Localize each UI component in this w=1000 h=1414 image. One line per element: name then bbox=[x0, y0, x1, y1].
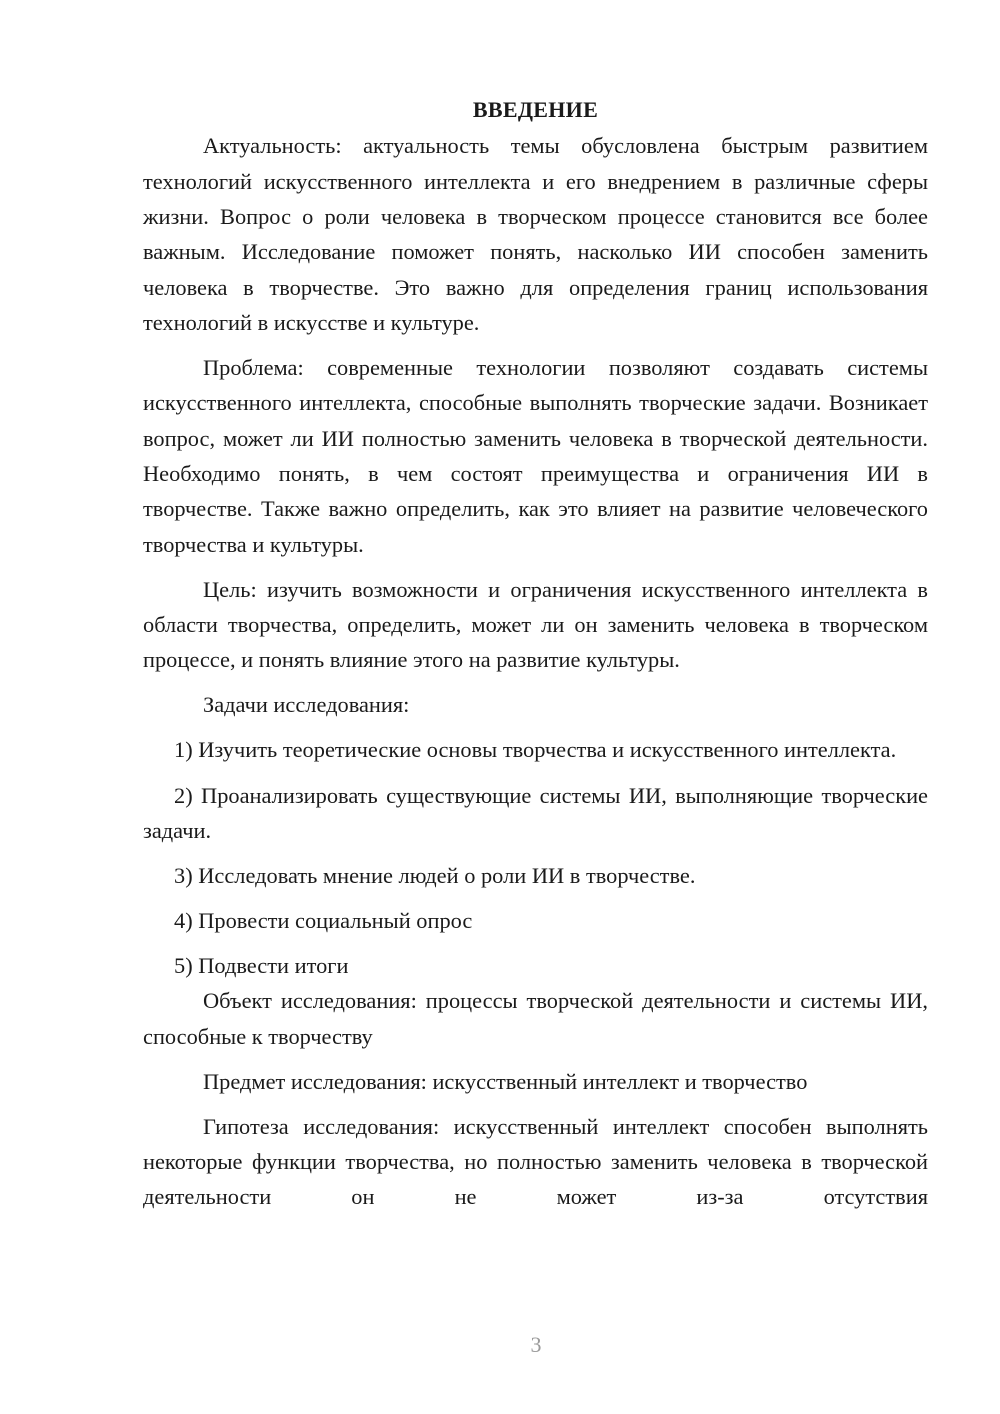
paragraph-problem: Проблема: современные технологии позволяют создавать системы искусственного интеллекта, способные выполнять творческие задачи. Возникает вопрос, может ли ИИ полностью заменить человека в творческой деятельности. Необходимо понять, в чем состоят преимущества и ограничения ИИ в творчестве. Также важно определить, как это влияет на развитие человеческого творчества и культуры. bbox=[143, 355, 928, 557]
paragraph-goal: Цель: изучить возможности и ограничения искусственного интеллекта в области творчества, определить, может ли он заменить человека в творческом процессе, и понять влияние этого на развитие культуры. bbox=[143, 576, 928, 673]
paragraph-object: Объект исследования: процессы творческой деятельности и системы ИИ, способные к творчеству bbox=[143, 988, 928, 1049]
paragraph-relevance: Актуальность: актуальность темы обусловлена быстрым развитием технологий искусственного интеллекта и его внедрением в различные сферы жизни. Вопрос о роли человека в творческом процессе становится все более важным. Исследование поможет понять, насколько ИИ способен заменить человека в творчестве. Это важно для определения границ использования технологий в искусстве и культуре. bbox=[143, 133, 928, 335]
paragraph-hypothesis: Гипотеза исследования: искусственный интеллект способен выполнять некоторые функции творчества, но полностью заменить человека в творческой деятельности он не может из-за отсутствия bbox=[143, 1113, 928, 1210]
paragraph-subject: Предмет исследования: искусственный интеллект и творчество bbox=[203, 1068, 808, 1094]
page-content bbox=[143, 92, 928, 1225]
section-heading: ВВЕДЕНИЕ bbox=[472, 97, 599, 122]
tasks-title: Задачи исследования: bbox=[203, 692, 410, 718]
task-item: 4) Провести социальный опрос bbox=[174, 908, 473, 933]
task-item: 3) Исследовать мнение людей о роли ИИ в творчестве. bbox=[174, 862, 696, 888]
task-item: 5) Подвести итоги bbox=[174, 953, 349, 979]
page-number: 3 bbox=[530, 1332, 542, 1357]
task-item: 1) Изучить теоретические основы творчества и искусственного интеллекта. bbox=[174, 737, 897, 763]
task-item: 2) Проанализировать существующие системы ИИ, выполняющие творческие задачи. bbox=[143, 782, 928, 843]
